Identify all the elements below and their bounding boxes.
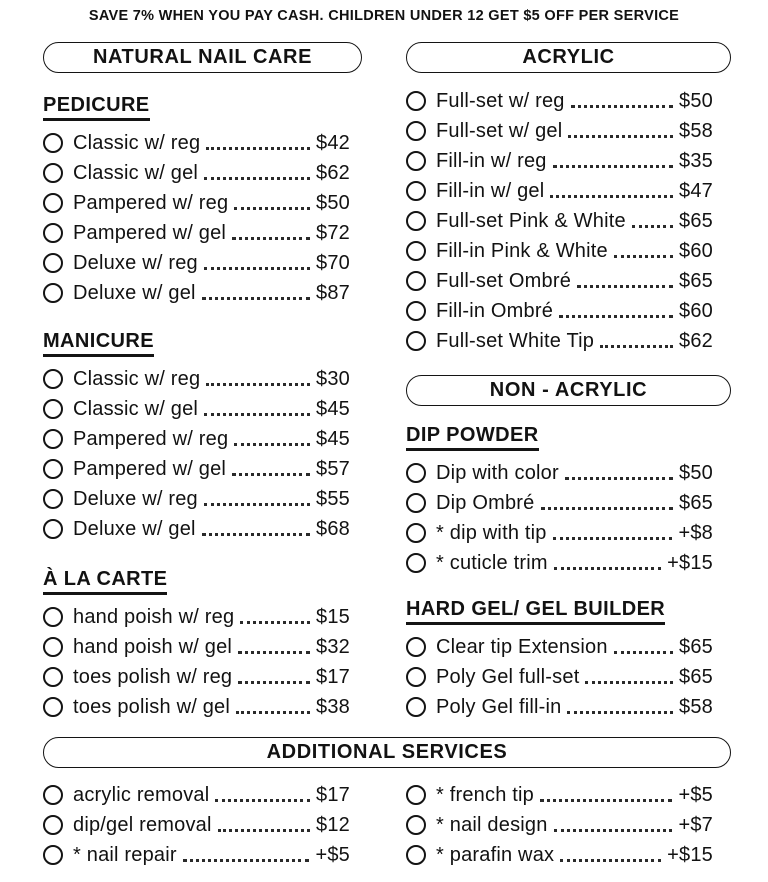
menu-item [43, 692, 362, 722]
item-price: $60 [679, 239, 713, 262]
dot-leader [614, 651, 673, 654]
item-price: $47 [679, 179, 713, 202]
menu-item [43, 810, 362, 840]
menu-item [406, 840, 731, 870]
item-label: Pampered w/ gel [73, 221, 227, 244]
option-circle-icon[interactable] [406, 181, 426, 201]
item-price: $58 [679, 119, 713, 142]
dot-leader [540, 799, 672, 802]
dot-leader [238, 651, 310, 654]
dot-leader [215, 799, 310, 802]
a-la-carte-section [43, 568, 362, 722]
dot-leader [559, 315, 673, 318]
item-price: $60 [679, 299, 713, 322]
menu-item [406, 692, 731, 722]
option-circle-icon[interactable] [43, 223, 63, 243]
item-price: $42 [316, 131, 350, 154]
option-circle-icon[interactable] [43, 399, 63, 419]
dot-leader [560, 859, 661, 862]
item-price: $30 [316, 367, 350, 390]
item-label: Fill-in w/ reg [436, 149, 547, 172]
option-circle-icon[interactable] [43, 369, 63, 389]
item-price: $17 [316, 665, 350, 688]
option-circle-icon[interactable] [406, 845, 426, 865]
menu-item [406, 116, 731, 146]
dot-leader [204, 503, 310, 506]
natural-nail-care-header: NATURAL NAIL CARE [43, 42, 362, 73]
dot-leader [218, 829, 310, 832]
item-price: $58 [679, 695, 713, 718]
menu-item [406, 548, 731, 578]
item-label: Dip Ombré [436, 491, 535, 514]
option-circle-icon[interactable] [43, 253, 63, 273]
dot-leader [577, 285, 673, 288]
option-circle-icon[interactable] [43, 785, 63, 805]
item-label: acrylic removal [73, 783, 210, 806]
option-circle-icon[interactable] [406, 151, 426, 171]
item-price: $55 [316, 487, 350, 510]
option-circle-icon[interactable] [406, 211, 426, 231]
item-price: +$5 [678, 783, 713, 806]
menu-item [406, 662, 731, 692]
dot-leader [238, 681, 310, 684]
menu-item [406, 458, 731, 488]
menu-item [406, 86, 731, 116]
item-label: Classic w/ gel [73, 161, 199, 184]
option-circle-icon[interactable] [406, 523, 426, 543]
dot-leader [553, 165, 673, 168]
item-price: $50 [679, 461, 713, 484]
dot-leader [206, 147, 310, 150]
acrylic-header: ACRYLIC [406, 42, 731, 73]
option-circle-icon[interactable] [406, 301, 426, 321]
dot-leader [202, 297, 310, 300]
item-label: Deluxe w/ gel [73, 281, 196, 304]
item-price: $12 [316, 813, 350, 836]
item-price: +$7 [678, 813, 713, 836]
additional-services-left [43, 780, 362, 870]
dot-leader [240, 621, 310, 624]
item-price: $17 [316, 783, 350, 806]
item-label: * french tip [436, 783, 535, 806]
item-label: Pampered w/ reg [73, 427, 229, 450]
additional-services-header: ADDITIONAL SERVICES [43, 737, 731, 768]
dot-leader [553, 537, 673, 540]
option-circle-icon[interactable] [43, 697, 63, 717]
option-circle-icon[interactable] [43, 489, 63, 509]
dot-leader [585, 681, 673, 684]
option-circle-icon[interactable] [43, 667, 63, 687]
option-circle-icon[interactable] [43, 459, 63, 479]
item-price: $45 [316, 427, 350, 450]
item-price: $62 [679, 329, 713, 352]
option-circle-icon[interactable] [43, 429, 63, 449]
dot-leader [554, 829, 673, 832]
item-price: +$15 [667, 843, 713, 866]
option-circle-icon[interactable] [406, 667, 426, 687]
dot-leader [554, 567, 661, 570]
item-label: hand poish w/ gel [73, 635, 233, 658]
dot-leader [565, 477, 673, 480]
menu-item [406, 810, 731, 840]
item-label: Dip with color [436, 461, 559, 484]
item-label: Fill-in Pink & White [436, 239, 608, 262]
menu-item [43, 454, 362, 484]
acrylic-column [406, 42, 731, 722]
menu-item [406, 176, 731, 206]
manicure-section [43, 330, 362, 544]
item-label: Full-set w/ reg [436, 89, 565, 112]
item-price: $65 [679, 269, 713, 292]
option-circle-icon[interactable] [43, 193, 63, 213]
pedicure-section [43, 94, 362, 308]
item-price: $62 [316, 161, 350, 184]
dot-leader [234, 207, 310, 210]
option-circle-icon[interactable] [43, 133, 63, 153]
menu-item [406, 488, 731, 518]
option-circle-icon[interactable] [406, 697, 426, 717]
cash-discount-banner: SAVE 7% WHEN YOU PAY CASH. CHILDREN UNDER 12 GET $5 OFF PER SERVICE [88, 8, 680, 24]
non-acrylic-header: NON - ACRYLIC [406, 375, 731, 406]
item-price: $68 [316, 517, 350, 540]
dot-leader [567, 711, 673, 714]
option-circle-icon[interactable] [406, 121, 426, 141]
option-circle-icon[interactable] [406, 815, 426, 835]
item-price: $50 [679, 89, 713, 112]
menu-item [43, 364, 362, 394]
dot-leader [232, 237, 310, 240]
menu-item [43, 158, 362, 188]
dot-leader [541, 507, 674, 510]
option-circle-icon[interactable] [43, 815, 63, 835]
item-price: +$15 [667, 551, 713, 574]
menu-item [406, 518, 731, 548]
option-circle-icon[interactable] [43, 163, 63, 183]
item-label: Classic w/ reg [73, 131, 201, 154]
menu-item [406, 296, 731, 326]
dot-leader [202, 533, 310, 536]
option-circle-icon[interactable] [43, 845, 63, 865]
option-circle-icon[interactable] [406, 493, 426, 513]
menu-item [43, 248, 362, 278]
menu-item [43, 514, 362, 544]
item-label: dip/gel removal [73, 813, 212, 836]
item-label: Full-set White Tip [436, 329, 595, 352]
manicure-title: MANICURE [43, 330, 154, 357]
item-label: Poly Gel full-set [436, 665, 580, 688]
item-label: hand poish w/ reg [73, 605, 235, 628]
item-price: $65 [679, 665, 713, 688]
menu-item [43, 840, 362, 870]
dot-leader [183, 859, 310, 862]
item-price: $15 [316, 605, 350, 628]
dot-leader [571, 105, 673, 108]
option-circle-icon[interactable] [406, 463, 426, 483]
menu-item [406, 146, 731, 176]
dip-powder-title: DIP POWDER [406, 424, 539, 451]
dot-leader [234, 443, 310, 446]
menu-item [43, 394, 362, 424]
item-price: $38 [316, 695, 350, 718]
item-price: +$8 [678, 521, 713, 544]
acrylic-items [406, 86, 731, 356]
menu-item [406, 632, 731, 662]
dot-leader [550, 195, 673, 198]
item-label: Full-set Pink & White [436, 209, 626, 232]
menu-item [43, 662, 362, 692]
option-circle-icon[interactable] [406, 271, 426, 291]
menu-item [43, 128, 362, 158]
menu-item [43, 780, 362, 810]
dot-leader [206, 383, 310, 386]
dot-leader [204, 413, 310, 416]
option-circle-icon[interactable] [43, 607, 63, 627]
menu-item [43, 218, 362, 248]
item-label: * parafin wax [436, 843, 555, 866]
menu-item [406, 206, 731, 236]
option-circle-icon[interactable] [406, 91, 426, 111]
dot-leader [232, 473, 310, 476]
item-label: Poly Gel fill-in [436, 695, 562, 718]
dot-leader [632, 225, 673, 228]
a-la-carte-title: À LA CARTE [43, 568, 167, 595]
menu-item [43, 602, 362, 632]
menu-item [43, 484, 362, 514]
item-price: $70 [316, 251, 350, 274]
natural-nail-care-column [43, 42, 362, 722]
menu-item [406, 326, 731, 356]
item-label: Fill-in w/ gel [436, 179, 545, 202]
item-price: $57 [316, 457, 350, 480]
option-circle-icon[interactable] [406, 241, 426, 261]
option-circle-icon[interactable] [406, 553, 426, 573]
item-label: Pampered w/ reg [73, 191, 229, 214]
item-label: Classic w/ reg [73, 367, 201, 390]
menu-item [43, 424, 362, 454]
item-price: $65 [679, 635, 713, 658]
option-circle-icon[interactable] [43, 637, 63, 657]
item-label: toes polish w/ reg [73, 665, 233, 688]
item-price: $72 [316, 221, 350, 244]
dot-leader [600, 345, 673, 348]
option-circle-icon[interactable] [43, 283, 63, 303]
item-price: +$5 [315, 843, 350, 866]
item-label: Classic w/ gel [73, 397, 199, 420]
dot-leader [204, 267, 310, 270]
item-label: Pampered w/ gel [73, 457, 227, 480]
menu-item [43, 188, 362, 218]
menu-item [43, 632, 362, 662]
dot-leader [204, 177, 310, 180]
option-circle-icon[interactable] [406, 331, 426, 351]
item-price: $45 [316, 397, 350, 420]
option-circle-icon[interactable] [406, 637, 426, 657]
menu-item [43, 278, 362, 308]
item-label: Deluxe w/ reg [73, 251, 198, 274]
option-circle-icon[interactable] [43, 519, 63, 539]
item-label: toes polish w/ gel [73, 695, 231, 718]
item-price: $65 [679, 491, 713, 514]
item-label: * nail repair [73, 843, 177, 866]
option-circle-icon[interactable] [406, 785, 426, 805]
item-price: $87 [316, 281, 350, 304]
item-label: Fill-in Ombré [436, 299, 554, 322]
dot-leader [236, 711, 310, 714]
dot-leader [568, 135, 673, 138]
item-label: Deluxe w/ reg [73, 487, 198, 510]
item-label: Clear tip Extension [436, 635, 608, 658]
item-label: * cuticle trim [436, 551, 548, 574]
additional-services-right [406, 780, 731, 870]
pedicure-title: PEDICURE [43, 94, 150, 121]
menu-item [406, 236, 731, 266]
dot-leader [614, 255, 673, 258]
item-label: Deluxe w/ gel [73, 517, 196, 540]
item-price: $50 [316, 191, 350, 214]
item-price: $65 [679, 209, 713, 232]
item-label: Full-set w/ gel [436, 119, 563, 142]
dip-powder-section [406, 424, 731, 578]
item-label: * dip with tip [436, 521, 547, 544]
menu-item [406, 266, 731, 296]
item-price: $32 [316, 635, 350, 658]
hard-gel-title: HARD GEL/ GEL BUILDER [406, 598, 665, 625]
item-label: * nail design [436, 813, 548, 836]
menu-item [406, 780, 731, 810]
item-price: $35 [679, 149, 713, 172]
item-label: Full-set Ombré [436, 269, 572, 292]
hard-gel-section [406, 598, 731, 722]
